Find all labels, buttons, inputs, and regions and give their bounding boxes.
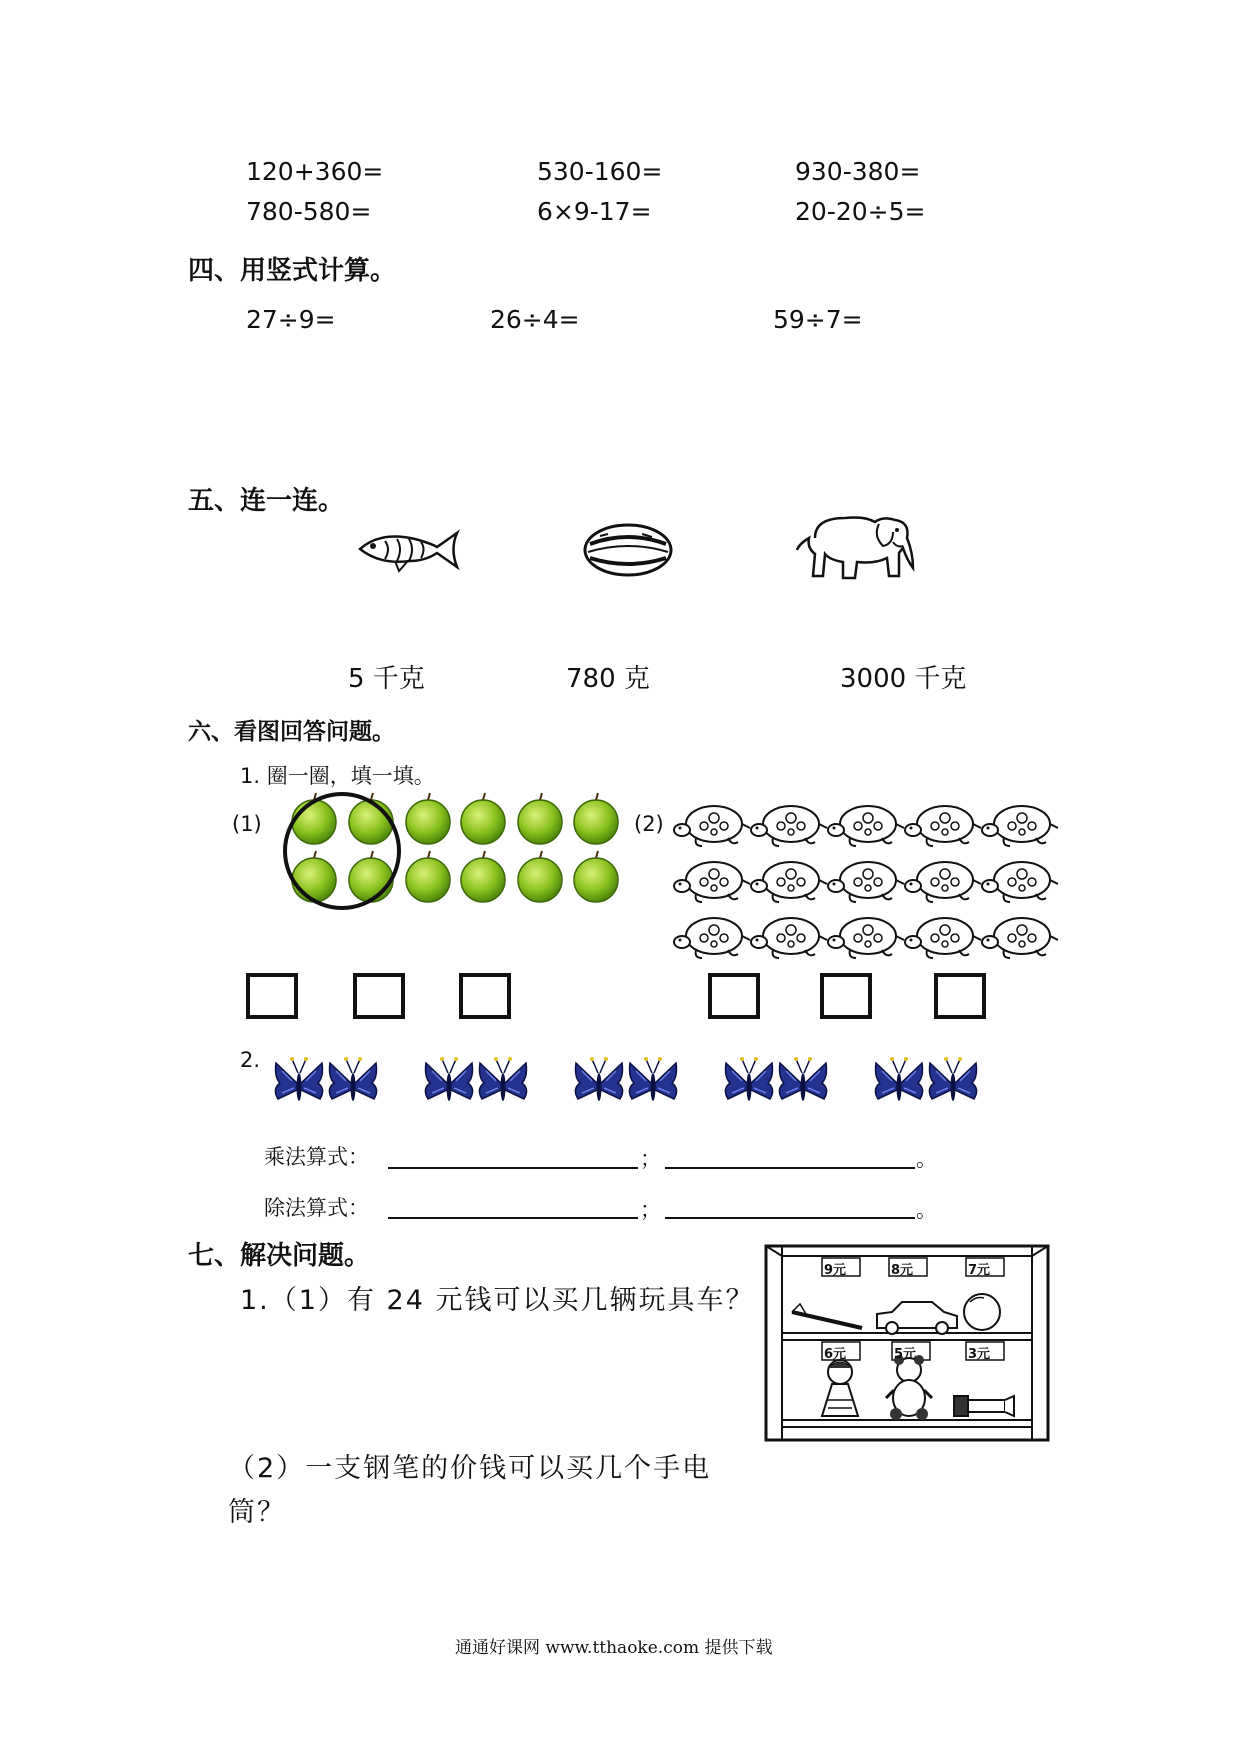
vertical-calc-1: 27÷9= (246, 305, 336, 334)
answer-box-2[interactable] (353, 973, 405, 1019)
section6-title: 六、看图回答问题。 (188, 719, 395, 745)
mult-answer-line-1[interactable] (388, 1167, 638, 1169)
problem-1: 1.（1）有 24 元钱可以买几辆玩具车？ (240, 1285, 755, 1316)
apple-icon (518, 793, 562, 844)
butterfly-icon (929, 1057, 976, 1101)
turtle-icon (674, 918, 750, 958)
price-tag-ball: 7元 (968, 1263, 991, 1278)
toy-shelf (762, 1240, 1052, 1445)
answer-box-5[interactable] (820, 973, 872, 1019)
turtle-icon (751, 862, 827, 902)
div-label: 除法算式： (264, 1196, 369, 1220)
turtle-icon (905, 806, 981, 846)
butterfly-icon (725, 1057, 772, 1101)
elephant-icon (795, 508, 920, 583)
oral-calc-1: 120+360= (246, 157, 384, 186)
oral-calc-2: 530-160= (537, 157, 663, 186)
q2-label: 2. (240, 1048, 261, 1072)
turtle-icon (982, 806, 1058, 846)
section7-title: 七、解决问题。 (188, 1241, 371, 1271)
oral-calc-4: 780-580= (246, 197, 372, 226)
problem-2-line-1: （2）一支钢笔的价钱可以买几个手电 (228, 1453, 712, 1484)
section5-title: 五、连一连。 (188, 486, 345, 516)
vertical-calc-3: 59÷7= (773, 305, 863, 334)
turtle-icon (982, 918, 1058, 958)
oral-calc-5: 6×9-17= (537, 197, 652, 226)
mult-answer-line-2[interactable] (665, 1167, 915, 1169)
apple-circle-mark (285, 794, 399, 908)
turtle-icon (828, 806, 904, 846)
fish-icon (355, 525, 460, 573)
apple-icon (406, 851, 450, 902)
answer-box-1[interactable] (246, 973, 298, 1019)
butterfly-icon (875, 1057, 922, 1101)
oral-calc-3: 930-380= (795, 157, 921, 186)
turtle-grid (676, 800, 1072, 970)
weight-option-3: 3000 千克 (840, 664, 967, 694)
weight-option-1: 5 千克 (348, 664, 425, 694)
div-answer-line-2[interactable] (665, 1217, 915, 1219)
teddy-bear-icon (886, 1355, 932, 1420)
apple-icon (461, 793, 505, 844)
butterfly-icon (575, 1057, 622, 1101)
turtle-icon (751, 918, 827, 958)
price-tag-bear: 5元 (894, 1347, 917, 1362)
weight-option-2: 780 克 (566, 664, 650, 694)
div-answer-line-1[interactable] (388, 1217, 638, 1219)
butterfly-icon (329, 1057, 376, 1101)
answer-box-3[interactable] (459, 973, 511, 1019)
sub1-label: (1) (232, 812, 262, 836)
apple-icon (461, 851, 505, 902)
butterfly-icon (629, 1057, 676, 1101)
flashlight-icon (954, 1396, 1014, 1416)
butterfly-icon (779, 1057, 826, 1101)
apple-icon (292, 851, 336, 902)
page-footer: 通通好课网 www.tthaoke.com 提供下载 (455, 1638, 773, 1658)
turtle-icon (982, 862, 1058, 902)
turtle-icon (828, 918, 904, 958)
apple-icon (406, 793, 450, 844)
price-tag-pen: 9元 (824, 1263, 847, 1278)
apple-grid (276, 790, 626, 910)
apple-icon (574, 793, 618, 844)
turtle-icon (905, 918, 981, 958)
mult-label: 乘法算式： (264, 1145, 369, 1169)
watermelon-icon (582, 522, 674, 578)
sub2-label: (2) (634, 812, 664, 836)
turtle-icon (828, 862, 904, 902)
pen-icon (792, 1312, 862, 1328)
div-semicolon: ； (640, 1198, 661, 1222)
turtle-icon (905, 862, 981, 902)
q1-label: 1. 圈一圈，填一填。 (240, 764, 435, 788)
butterfly-icon (425, 1057, 472, 1101)
price-tag-car: 8元 (891, 1263, 914, 1278)
mult-period: 。 (916, 1147, 937, 1171)
problem-2-line-2: 筒？ (228, 1497, 286, 1528)
ball-icon (964, 1294, 1000, 1330)
doll-icon (822, 1360, 858, 1416)
apple-icon (349, 851, 393, 902)
price-tag-doll: 6元 (824, 1347, 847, 1362)
turtle-icon (751, 806, 827, 846)
price-tag-flashlight: 3元 (968, 1347, 991, 1362)
vertical-calc-2: 26÷4= (490, 305, 580, 334)
div-period: 。 (916, 1198, 937, 1222)
turtle-icon (674, 862, 750, 902)
apple-icon (574, 851, 618, 902)
mult-semicolon: ； (640, 1147, 661, 1171)
butterfly-icon (275, 1057, 322, 1101)
apple-icon (518, 851, 562, 902)
butterfly-icon (479, 1057, 526, 1101)
oral-calc-6: 20-20÷5= (795, 197, 926, 226)
answer-box-4[interactable] (708, 973, 760, 1019)
answer-box-6[interactable] (934, 973, 986, 1019)
butterfly-row (272, 1055, 992, 1115)
turtle-icon (674, 806, 750, 846)
section4-title: 四、用竖式计算。 (188, 256, 397, 286)
